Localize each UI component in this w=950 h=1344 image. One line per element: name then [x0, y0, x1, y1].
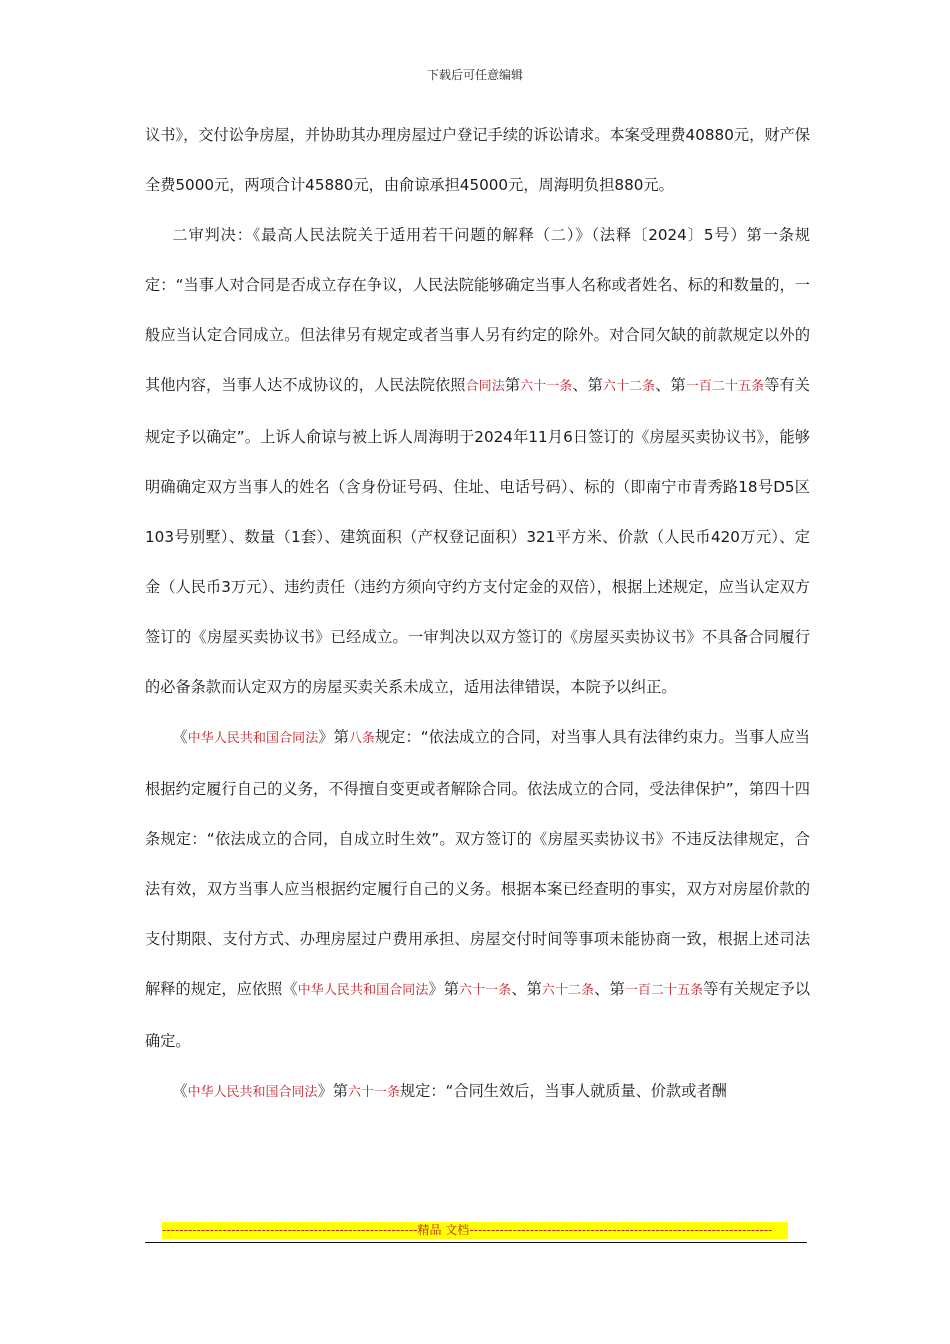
footer-label: 精品 文档	[417, 1223, 470, 1237]
footer-banner	[162, 1222, 788, 1239]
page-header: 下载后可任意编辑	[426, 68, 523, 82]
legal-reference-link[interactable]: 中华人民共和国合同法	[297, 983, 429, 998]
legal-reference-link[interactable]: 八条	[348, 731, 375, 746]
paragraph-text: 》第	[318, 728, 349, 746]
paragraph-text: 第	[504, 376, 521, 394]
paragraph-text: 《	[172, 1082, 188, 1100]
legal-reference-link[interactable]: 一百二十五条	[685, 379, 765, 394]
paragraph-text: 》第	[428, 980, 460, 998]
paragraph-text: 议书》，交付讼争房屋，并协助其办理房屋过户登记手续的诉讼请求。本案受理费40880元，财产保全费5000元，两项合计45880元，由俞谅承担45000元，周海明负担880元。	[145, 126, 810, 194]
footer-dashes-left: -----------------------------------------------------------	[162, 1223, 418, 1237]
paragraph-text: 《	[172, 728, 188, 746]
paragraph	[145, 712, 810, 1066]
paragraph	[145, 1066, 810, 1118]
legal-reference-link[interactable]: 六十二条	[602, 379, 656, 394]
legal-reference-link[interactable]: 六十一条	[459, 983, 512, 998]
paragraph-text: 、第	[511, 980, 542, 998]
paragraph-text: 规定：“合同生效后，当事人就质量、价款或者酬	[399, 1082, 727, 1100]
paragraph	[145, 110, 810, 210]
legal-reference-link[interactable]: 中华人民共和国合同法	[187, 731, 319, 746]
legal-reference-link[interactable]: 六十一条	[520, 379, 573, 394]
paragraph-text: 二审判决：《最高人民法院关于适用若干问题的解释（二）》（法释〔2024〕5号）第一条规定：“当事人对合同是否成立存在争议，人民法院能够确定当事人名称或者姓名、标的和数量的，一般应当认定合同成立。但法律另有规定或者当事人另有约定的除外。对合同欠缺的前款规定以外的其他内容，当事人达不成协议的，人民法院依照	[145, 226, 810, 394]
paragraph-text: 等有关规定予以确定。	[145, 980, 811, 1050]
footer-divider	[145, 1242, 807, 1243]
paragraph-text: 规定：“依法成立的合同，对当事人具有法律约束力。当事人应当根据约定履行自己的义务，不得擅自变更或者解除合同。依法成立的合同，受法律保护”，第四十四条规定：“依法成立的合同，自成立时生效”。双方签订的《房屋买卖协议书》不违反法律规定，合法有效，双方当事人应当根据约定履行自己的义务。根据本案已经查明的事实，双方对房屋价款的支付期限、支付方式、办理房屋过户费用承担、房屋交付时间等事项未能协商一致，根据上述司法解释的规定，应依照《	[145, 728, 810, 998]
legal-reference-link[interactable]: 一百二十五条	[624, 983, 704, 998]
document-body	[145, 110, 810, 1118]
legal-reference-link[interactable]: 合同法	[465, 379, 505, 394]
legal-reference-link[interactable]: 中华人民共和国合同法	[187, 1085, 318, 1100]
paragraph	[145, 210, 810, 712]
paragraph-text: 、第	[594, 980, 625, 998]
legal-reference-link[interactable]: 六十一条	[347, 1085, 400, 1100]
legal-reference-link[interactable]: 六十二条	[541, 983, 595, 998]
paragraph-text: 》第	[317, 1082, 348, 1100]
paragraph-text: 、第	[655, 376, 686, 394]
paragraph-text: 等有关规定予以确定”。上诉人俞谅与被上诉人周海明于2024年11月6日签订的《房屋买卖协议书》，能够明确确定双方当事人的姓名（含身份证号码、住址、电话号码）、标的（即南宁市青秀路18号D5区103号别墅）、数量（1套）、建筑面积（产权登记面积）321平方米、价款（人民币420万元）、定金（人民币3万元）、违约责任（违约方须向守约方支付定金的双倍），根据上述规定，应当认定双方签订的《房屋买卖协议书》已经成立。一审判决以双方签订的《房屋买卖协议书》不具备合同履行的必备条款而认定双方的房屋买卖关系未成立，适用法律错误，本院予以纠正。	[145, 376, 810, 696]
footer-dashes-right: ----------------------------------------------------------------------	[469, 1223, 773, 1237]
paragraph-text: 、第	[572, 376, 603, 394]
